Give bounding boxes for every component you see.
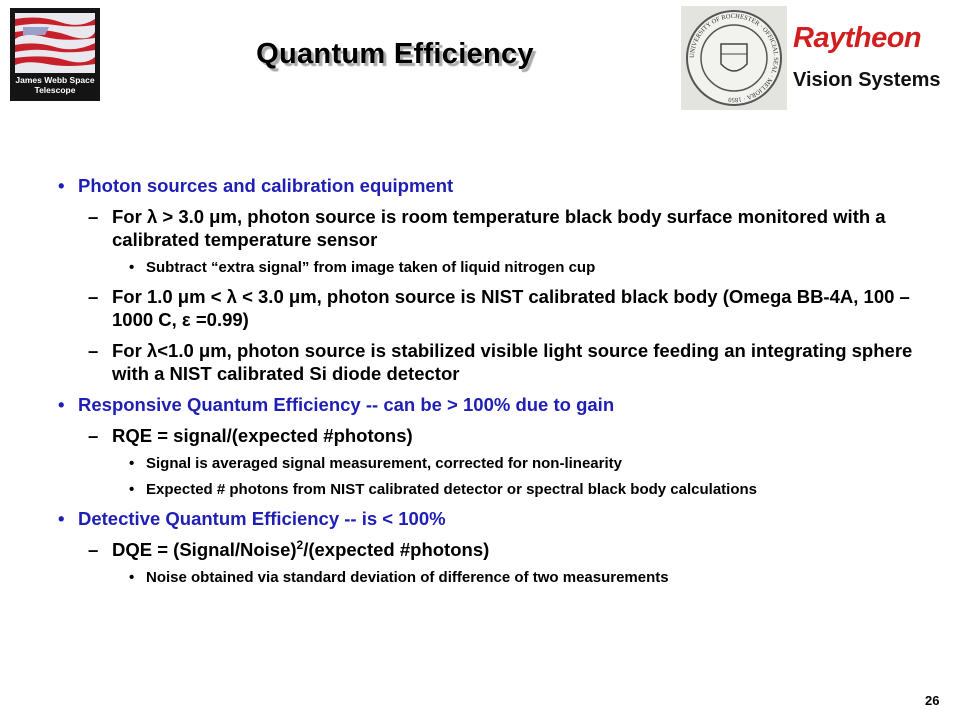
jwst-logo-text: James Webb Space Telescope [15, 75, 95, 95]
bullet-level2 [58, 538, 918, 561]
bullet-level2 [58, 339, 918, 385]
bullet-level3 [58, 569, 918, 587]
dash-marker: – [88, 206, 99, 227]
bullet-marker: • [129, 259, 135, 276]
slide-body [58, 174, 918, 595]
university-seal-icon [681, 6, 787, 110]
dqe-formula-exponent: 2 [296, 537, 304, 552]
bullet-level2 [58, 424, 918, 447]
bullet-marker: • [58, 394, 65, 415]
bullet-text: For λ<1.0 μm, photon source is stabilized visible light source feeding an integrating sphere with a NIST calibrated Si diode detector [112, 340, 913, 384]
bullet-level2 [58, 285, 918, 331]
bullet-marker: • [58, 508, 65, 529]
bullet-marker: • [129, 455, 135, 472]
bullet-level1 [58, 174, 918, 197]
raytheon-division: Vision Systems [793, 69, 941, 91]
bullet-level3 [58, 259, 918, 277]
bullet-text: Photon sources and calibration equipment [78, 175, 454, 196]
dash-marker: – [88, 340, 99, 361]
slide-title: Quantum Efficiency [256, 38, 534, 70]
bullet-level1 [58, 507, 918, 530]
bullet-text: Noise obtained via standard deviation of difference of two measurements [146, 569, 669, 586]
dqe-formula-main: DQE = (Signal/Noise) [112, 539, 297, 560]
dash-marker: – [88, 286, 99, 307]
page-number: 26 [925, 693, 940, 708]
bullet-level3 [58, 481, 918, 499]
bullet-text: Expected # photons from NIST calibrated detector or spectral black body calculations [146, 481, 757, 498]
dqe-formula-rest: /(expected #photons) [303, 539, 490, 560]
bullet-text: RQE = signal/(expected #photons) [112, 425, 413, 446]
bullet-level3 [58, 455, 918, 473]
dash-marker: – [88, 425, 99, 446]
bullet-text: For 1.0 μm < λ < 3.0 μm, photon source is NIST calibrated black body (Omega BB-4A, 100 – 1000 C, ε =0.99) [112, 286, 910, 330]
university-seal-text: UNIVERSITY OF ROCHESTER · OFFICIAL SEAL · MELIORA · 1850 [688, 12, 780, 104]
bullet-marker: • [129, 569, 135, 586]
dash-marker: – [88, 539, 99, 560]
bullet-text: Detective Quantum Efficiency -- is < 100% [78, 508, 446, 529]
bullet-level2 [58, 205, 918, 251]
bullet-text [112, 539, 489, 560]
bullet-text: For λ > 3.0 μm, photon source is room temperature black body surface monitored with a calibrated temperature sensor [112, 206, 886, 250]
bullet-text: Responsive Quantum Efficiency -- can be > 100% due to gain [78, 394, 615, 415]
bullet-text: Subtract “extra signal” from image taken of liquid nitrogen cup [146, 259, 596, 276]
bullet-marker: • [129, 481, 135, 498]
raytheon-logo: Raytheon [793, 22, 922, 54]
bullet-marker: • [58, 175, 65, 196]
university-seal [681, 6, 787, 110]
bullet-level1 [58, 393, 918, 416]
bullet-text: Signal is averaged signal measurement, corrected for non-linearity [146, 455, 622, 472]
